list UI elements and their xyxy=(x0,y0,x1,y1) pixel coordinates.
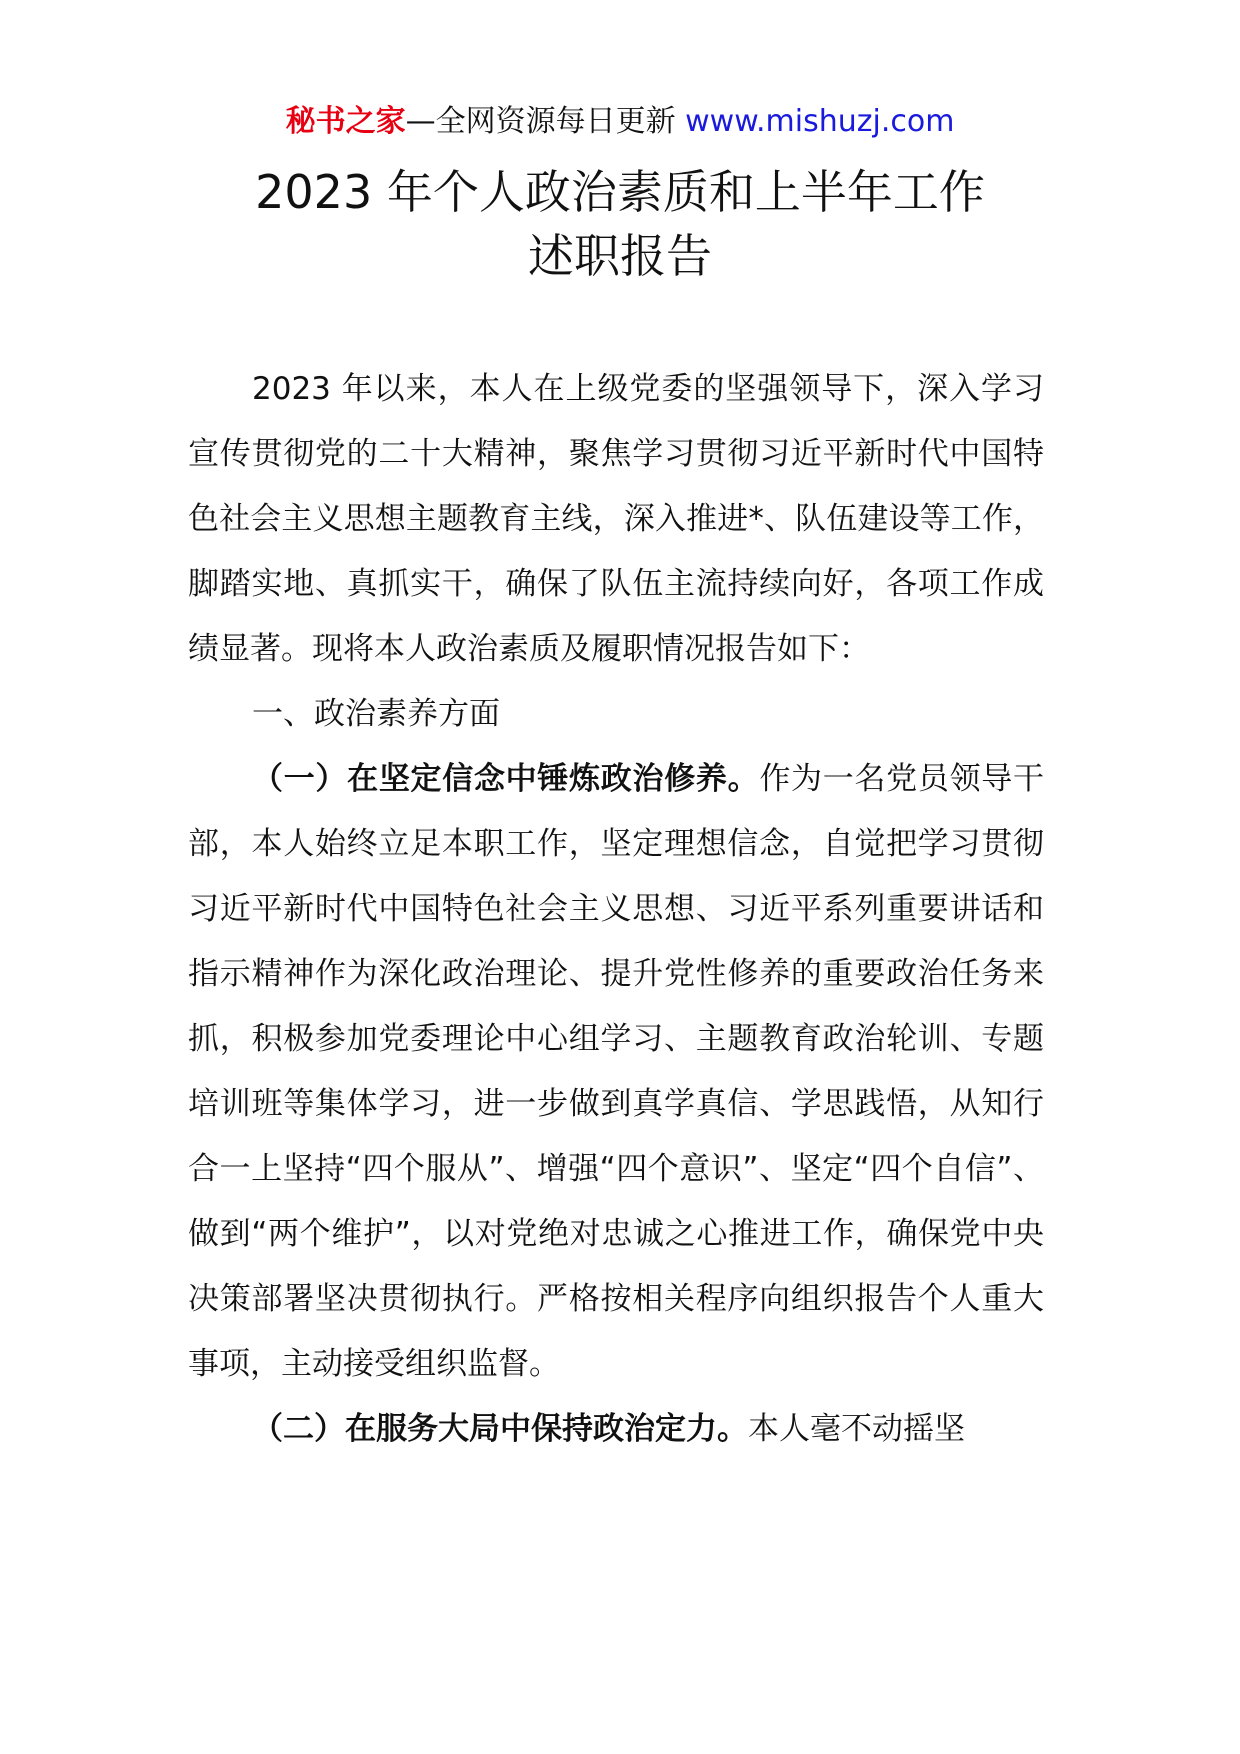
item-2-paragraph xyxy=(188,1397,1044,1462)
item-1-text: 作为一名党员领导干部，本人始终立足本职工作，坚定理想信念，自觉把学习贯彻习近平新时代中国特色社会主义思想、习近平系列重要讲话和指示精神作为深化政治理论、提升党性修养的重要政治任务来抓，积极参加党委理论中心组学习、主题教育政治轮训、专题培训班等集体学习，进一步做到真学真信、学思践悟，从知行合一上坚持“四个服从”、增强“四个意识”、坚定“四个自信”、做到“两个维护”，以对党绝对忠诚之心推进工作，确保党中央决策部署坚决贯彻执行。严格按相关程序向组织报告个人重大事项，主动接受组织监督。 xyxy=(188,761,1045,1382)
watermark-text: —全网资源每日更新 xyxy=(405,104,686,139)
section-heading: 一、政治素养方面 xyxy=(252,696,500,732)
title-line-2: 述职报告 xyxy=(528,229,712,283)
intro-paragraph: 2023 年以来，本人在上级党委的坚强领导下，深入学习宣传贯彻党的二十大精神，聚焦学习贯彻习近平新时代中国特色社会主义思想主题教育主线，深入推进*、队伍建设等工作，脚踏实地、真抓实干，确保了队伍主流持续向好，各项工作成绩显著。现将本人政治素质及履职情况报告如下： xyxy=(188,371,1044,667)
watermark-brand: 秘书之家 xyxy=(285,104,406,139)
item-1-paragraph xyxy=(188,747,1044,1397)
title-line-1: 2023 年个人政治素质和上半年工作 xyxy=(255,165,985,219)
item-1-lead: （一）在坚定信念中锤炼政治修养。 xyxy=(252,761,760,797)
document-body xyxy=(188,357,1044,1462)
document-title xyxy=(0,160,1240,288)
item-2-lead: （二）在服务大局中保持政治定力。 xyxy=(252,1411,748,1447)
item-2-text: 本人毫不动摇坚 xyxy=(748,1411,965,1447)
site-watermark xyxy=(0,100,1240,144)
watermark-url[interactable]: www.mishuzj.com xyxy=(685,104,955,139)
